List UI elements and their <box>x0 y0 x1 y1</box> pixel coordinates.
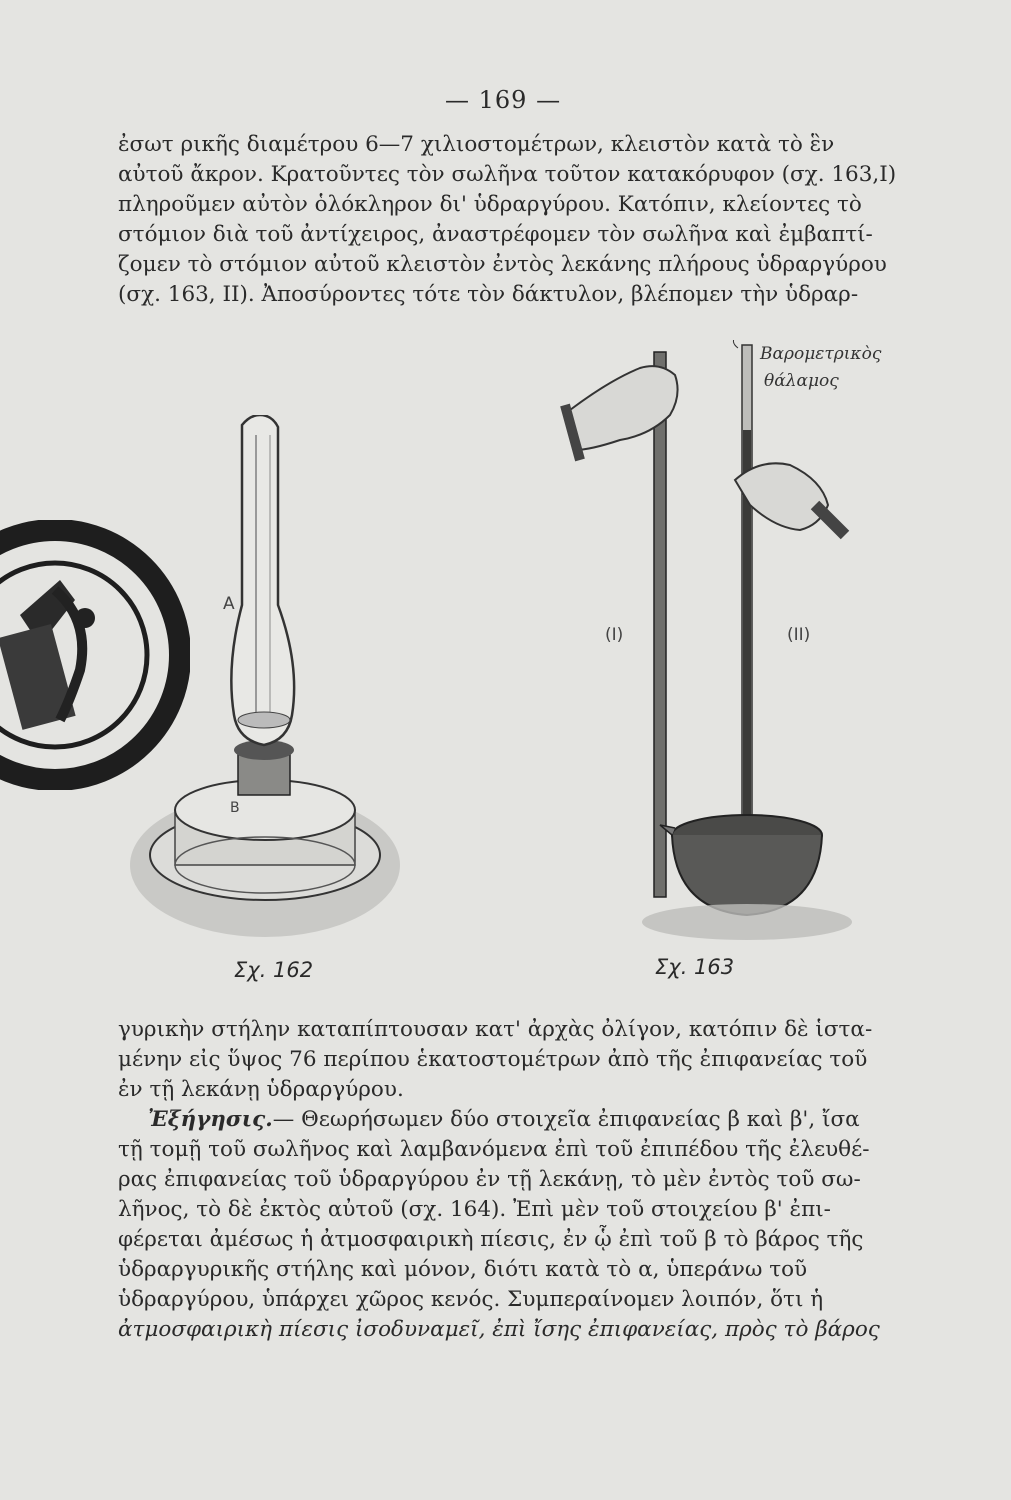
figure-163-label-ii: (II) <box>787 625 811 645</box>
text-line-italic: ἀτμοσφαιρικὴ πίεσις ἰσοδυναμεῖ, ἐπὶ ἴσης ἐπιφανείας, πρὸς τὸ βάρος <box>118 1317 880 1342</box>
text-line: πληροῦμεν αὐτὸν ὁλόκληρον δι' ὑδραργύρου. Κατόπιν, κλείοντες τὸ <box>118 192 862 217</box>
text-line: αὐτοῦ ἄκρον. Κρατοῦντες τὸν σωλῆνα τοῦτον κατακόρυφον (σχ. 163,Ι) <box>118 162 897 187</box>
bottom-paragraph <box>118 1015 908 1345</box>
text-line: ρας ἐπιφανείας τοῦ ὑδραργύρου ἐν τῇ λεκάνῃ, τὸ μὲν ἐντὸς τοῦ σω- <box>118 1167 861 1192</box>
text-line <box>118 1105 908 1135</box>
text-line: (σχ. 163, ΙΙ). Ἀποσύροντες τότε τὸν δάκτυλον, βλέπομεν τὴν ὑδραρ- <box>118 282 859 307</box>
figure-163-caption: Σχ. 163 <box>655 955 735 979</box>
text-line: στόμιον διὰ τοῦ ἀντίχειρος, ἀναστρέφομεν τὸν σωλῆνα καὶ ἐμβαπτί- <box>118 222 873 247</box>
text-line: ἐν τῇ λεκάνῃ ὑδραργύρου. <box>118 1077 404 1102</box>
handwritten-note-line-1: Βαρομετρικὸς <box>760 344 882 364</box>
top-paragraph <box>118 130 908 310</box>
text-line: γυρικὴν στήλην καταπίπτουσαν κατ' ἀρχὰς ὀλίγον, κατόπιν δὲ ἱστα- <box>118 1017 873 1042</box>
figure-162-label-b: B <box>230 800 240 816</box>
figure-162-apparatus <box>130 415 410 950</box>
text-line: λῆνος, τὸ δὲ ἐκτὸς αὐτοῦ (σχ. 164). Ἐπὶ μὲν τοῦ στοιχείου β' ἐπι- <box>118 1197 831 1222</box>
section-heading: Ἐξήγησις. <box>148 1107 273 1132</box>
text-line: ἐσωτ ρικῆς διαμέτρου 6—7 χιλιοστομέτρων, κλειστὸν κατὰ τὸ ἓν <box>118 132 835 157</box>
figure-162-caption: Σχ. 162 <box>234 958 314 982</box>
figure-163-label-i: (I) <box>605 625 624 645</box>
heading-continuation: — Θεωρήσωμεν δύο στοιχεῖα ἐπιφανείας β καὶ β', ἴσα <box>272 1107 860 1132</box>
text-line: ὑδραργύρου, ὑπάρχει χῶρος κενός. Συμπεραίνομεν λοιπόν, ὅτι ἡ <box>118 1287 824 1312</box>
text-line: ὑδραργυρικῆς στήλης καὶ μόνον, διότι κατὰ τὸ α, ὑπεράνω τοῦ <box>118 1257 808 1282</box>
page-number: — 169 — <box>445 86 562 114</box>
text-line: φέρεται ἀμέσως ἡ ἀτμοσφαιρικὴ πίεσις, ἐν ᾧ ἐπὶ τοῦ β τὸ βάρος τῆς <box>118 1227 864 1252</box>
text-line: τῇ τομῇ τοῦ σωλῆνος καὶ λαμβανόμενα ἐπὶ τοῦ ἐπιπέδου τῆς ἐλευθέ- <box>118 1137 870 1162</box>
handwritten-note-line-2: θάλαμος <box>764 371 839 391</box>
figure-162-label-a: A <box>223 594 235 614</box>
text-line: ζομεν τὸ στόμιον αὐτοῦ κλειστὸν ἐντὸς λεκάνης πλήρους ὑδραργύρου <box>118 252 887 277</box>
text-line: μένην εἰς ὕψος 76 περίπου ἑκατοστομέτρων ἀπὸ τῆς ἐπιφανείας τοῦ <box>118 1047 868 1072</box>
